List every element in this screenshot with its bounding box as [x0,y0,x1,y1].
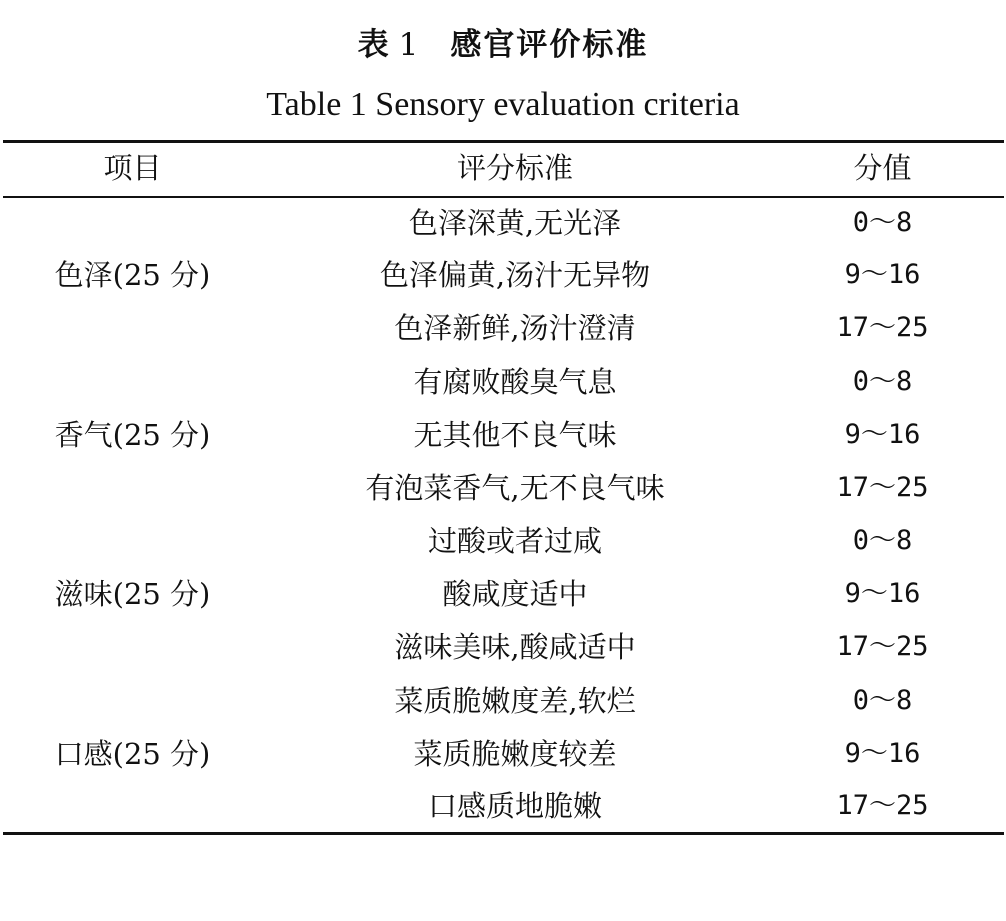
criteria-cell: 菜质脆嫩度差,软烂 [394,684,636,718]
score-cell: 17～25 [836,631,929,662]
score-cell: 0～8 [852,525,913,556]
score-cell: 9～16 [844,419,921,450]
criteria-cell: 有泡菜香气,无不良气味 [365,471,665,505]
header-score: 分值 [853,151,912,185]
group-item-taste: 滋味(25 分) [54,577,211,611]
table-caption-cn [0,20,1006,70]
header-rule [3,196,1004,198]
score-cell: 9～16 [844,738,921,769]
score-cell: 0～8 [852,366,913,397]
criteria-cell: 酸咸度适中 [442,577,588,611]
score-cell: 17～25 [836,790,929,821]
score-cell: 17～25 [836,472,929,503]
score-cell: 0～8 [852,685,913,716]
criteria-cell: 有腐败酸臭气息 [413,365,617,399]
criteria-cell: 滋味美味,酸咸适中 [394,630,636,664]
header-criteria: 评分标准 [456,151,573,185]
bottom-rule [3,832,1004,835]
caption-number: 1 [398,27,421,63]
header-item: 项目 [103,151,162,185]
criteria-cell: 口感质地脆嫩 [427,789,602,823]
caption-label: 表 [357,27,391,63]
criteria-cell: 色泽偏黄,汤汁无异物 [379,258,651,292]
criteria-cell: 色泽深黄,无光泽 [408,206,622,240]
score-cell: 0～8 [852,207,913,238]
score-cell: 17～25 [836,312,929,343]
group-item-texture: 口感(25 分) [54,737,211,771]
score-cell: 9～16 [844,259,921,290]
group-item-color: 色泽(25 分) [54,258,211,292]
group-item-aroma: 香气(25 分) [54,418,211,452]
caption-title: 感官评价标准 [450,27,649,63]
top-rule [3,140,1004,143]
criteria-cell: 无其他不良气味 [413,418,617,452]
criteria-cell: 过酸或者过咸 [427,524,602,558]
criteria-cell: 菜质脆嫩度较差 [413,737,617,771]
score-cell: 9～16 [844,578,921,609]
table-caption-en: Table 1 Sensory evaluation criteria [266,86,740,123]
criteria-cell: 色泽新鲜,汤汁澄清 [394,311,636,345]
